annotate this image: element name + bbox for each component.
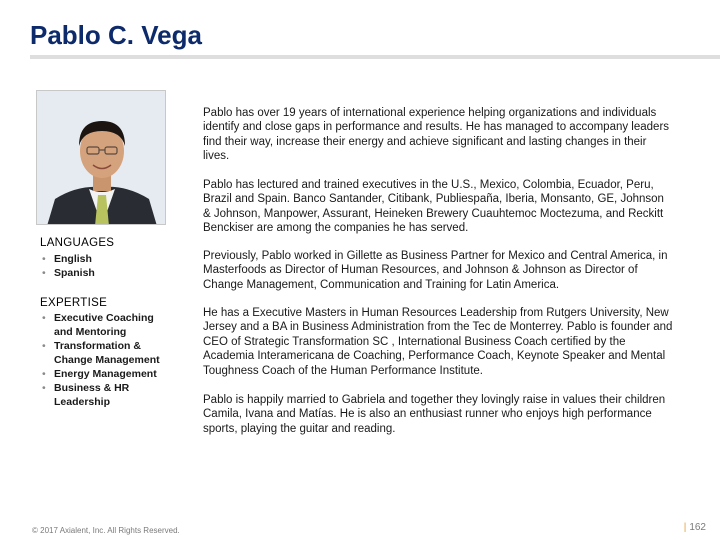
bio-paragraph-5: Pablo is happily married to Gabriela and together they lovingly raise in values their children Camila, Ivana and Matías. He is also an enthusiast runner who enjoys high performance sports, playing the guitar and reading. [203, 394, 666, 435]
bio-paragraph-4: He has a Executive Masters in Human Resources Leadership from Rutgers University, New Jersey and a BA in Business Administration from the Tec de Monterrey. Pablo is founder and CEO of Strategic Transformation SC , International Business Coach certified by the Academia Interamericana de Coaching, Performance Coach, Keynote Speaker and Mental Toughness Coach of the Human Performance Institute. [203, 307, 673, 377]
copyright-footer: © 2017 Axialent, Inc. All Rights Reserved. [32, 526, 180, 535]
languages-list [42, 252, 95, 280]
profile-photo [36, 90, 166, 225]
expertise-list [42, 311, 170, 409]
list-item: • Spanish [42, 267, 95, 279]
bio-paragraph-2: Pablo has lectured and trained executives in the U.S., Mexico, Colombia, Ecuador, Peru, Brazil and Spain. Banco Santander, Citibank, Publiespaña, Iberia, Monsanto, GE, Johnson & Johnson, Manpower, Assurant, Heineken Brewery Cuauhtemoc Moctezuma, and Reckitt Benckiser are among the companies he has served. [203, 179, 664, 235]
title-divider [30, 55, 720, 59]
list-item: • Energy Management [42, 368, 157, 380]
list-item: • English [42, 253, 92, 265]
page-number: | 162 [683, 522, 706, 533]
bio-paragraph-1: Pablo has over 19 years of international experience helping organizations and individuals identify and close gaps in performance and results. He has managed to accompany leaders find their way, increase their energy and achieve significant and lasting changes in their lives. [203, 107, 670, 163]
list-item: • Transformation & Change Management [42, 340, 160, 366]
list-item: • Business & HR Leadership [42, 382, 130, 408]
languages-heading: LANGUAGES [40, 237, 115, 249]
page-title: Pablo C. Vega [30, 20, 202, 50]
expertise-heading: EXPERTISE [40, 297, 108, 309]
bio-paragraph-3: Previously, Pablo worked in Gillette as Business Partner for Mexico and Central America, in Masterfoods as Director of Human Resources, and Johnson & Johnson as Director of Change Management, Communication and Training for Latin America. [203, 250, 668, 291]
list-item: • Executive Coaching and Mentoring [42, 312, 154, 338]
